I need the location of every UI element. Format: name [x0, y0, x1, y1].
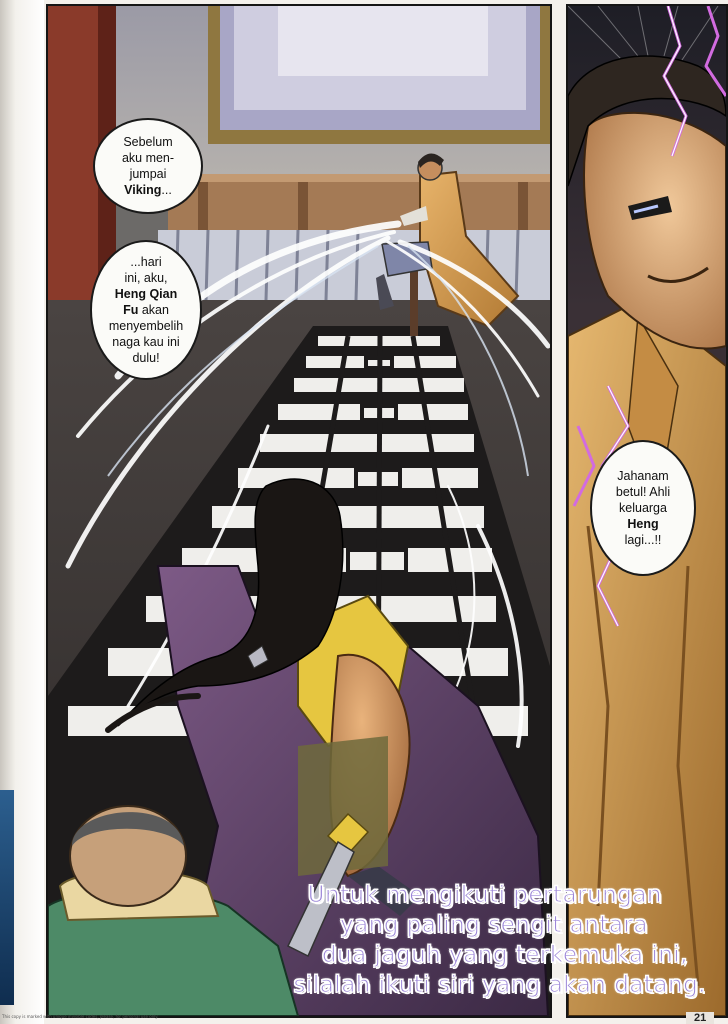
- promo-caption: [186, 880, 706, 1000]
- bubble1-line2: aku men-: [121, 151, 175, 165]
- bubble3-line2: betul! Ahli: [615, 485, 671, 499]
- bubble3-line1: Jahanam: [617, 469, 669, 483]
- previous-page-edge: [0, 790, 14, 1005]
- speech-bubble-3-text: [616, 468, 670, 548]
- bubble3-line5: lagi...!!: [624, 533, 662, 547]
- caption-line-4: silalah ikuti siri yang akan datang.: [293, 972, 706, 998]
- bubble2-line7: dulu!: [132, 351, 160, 365]
- caption-line-3: dua jaguh yang terkemuka ini,: [321, 942, 688, 968]
- bubble2-name-part1: Heng Qian: [114, 287, 178, 301]
- bubble2-name-part2: Fu: [123, 303, 139, 317]
- speech-bubble-2-text: [109, 254, 183, 366]
- speech-bubble-2: [90, 240, 202, 380]
- bubble3-line3: keluarga: [619, 501, 667, 515]
- bubble2-line2: ini, aku,: [124, 271, 168, 285]
- speech-bubble-1-text: [122, 134, 174, 198]
- bubble2-line5: menyembelih: [108, 319, 184, 333]
- copy-protection-note: This copy is marked with unique invisible codes, please, for personal use only.: [2, 1014, 159, 1019]
- page-number: 21: [686, 1012, 714, 1024]
- bubble1-end: ...: [161, 183, 172, 197]
- bubble1-line3: jumpai: [129, 167, 167, 181]
- speech-bubble-3: [590, 440, 696, 576]
- bubble1-line1: Sebelum: [123, 135, 173, 149]
- bubble2-after-name: akan: [138, 303, 169, 317]
- caption-line-1: Untuk mengikuti pertarungan: [307, 882, 662, 908]
- caption-line-2: yang paling sengit antara: [339, 912, 648, 938]
- bubble3-name: Heng: [627, 517, 659, 531]
- bubble2-line1: ...hari: [130, 255, 162, 269]
- bubble1-name: Viking: [124, 183, 162, 197]
- bubble2-line6: naga kau ini: [112, 335, 180, 349]
- speech-bubble-1: [93, 118, 203, 214]
